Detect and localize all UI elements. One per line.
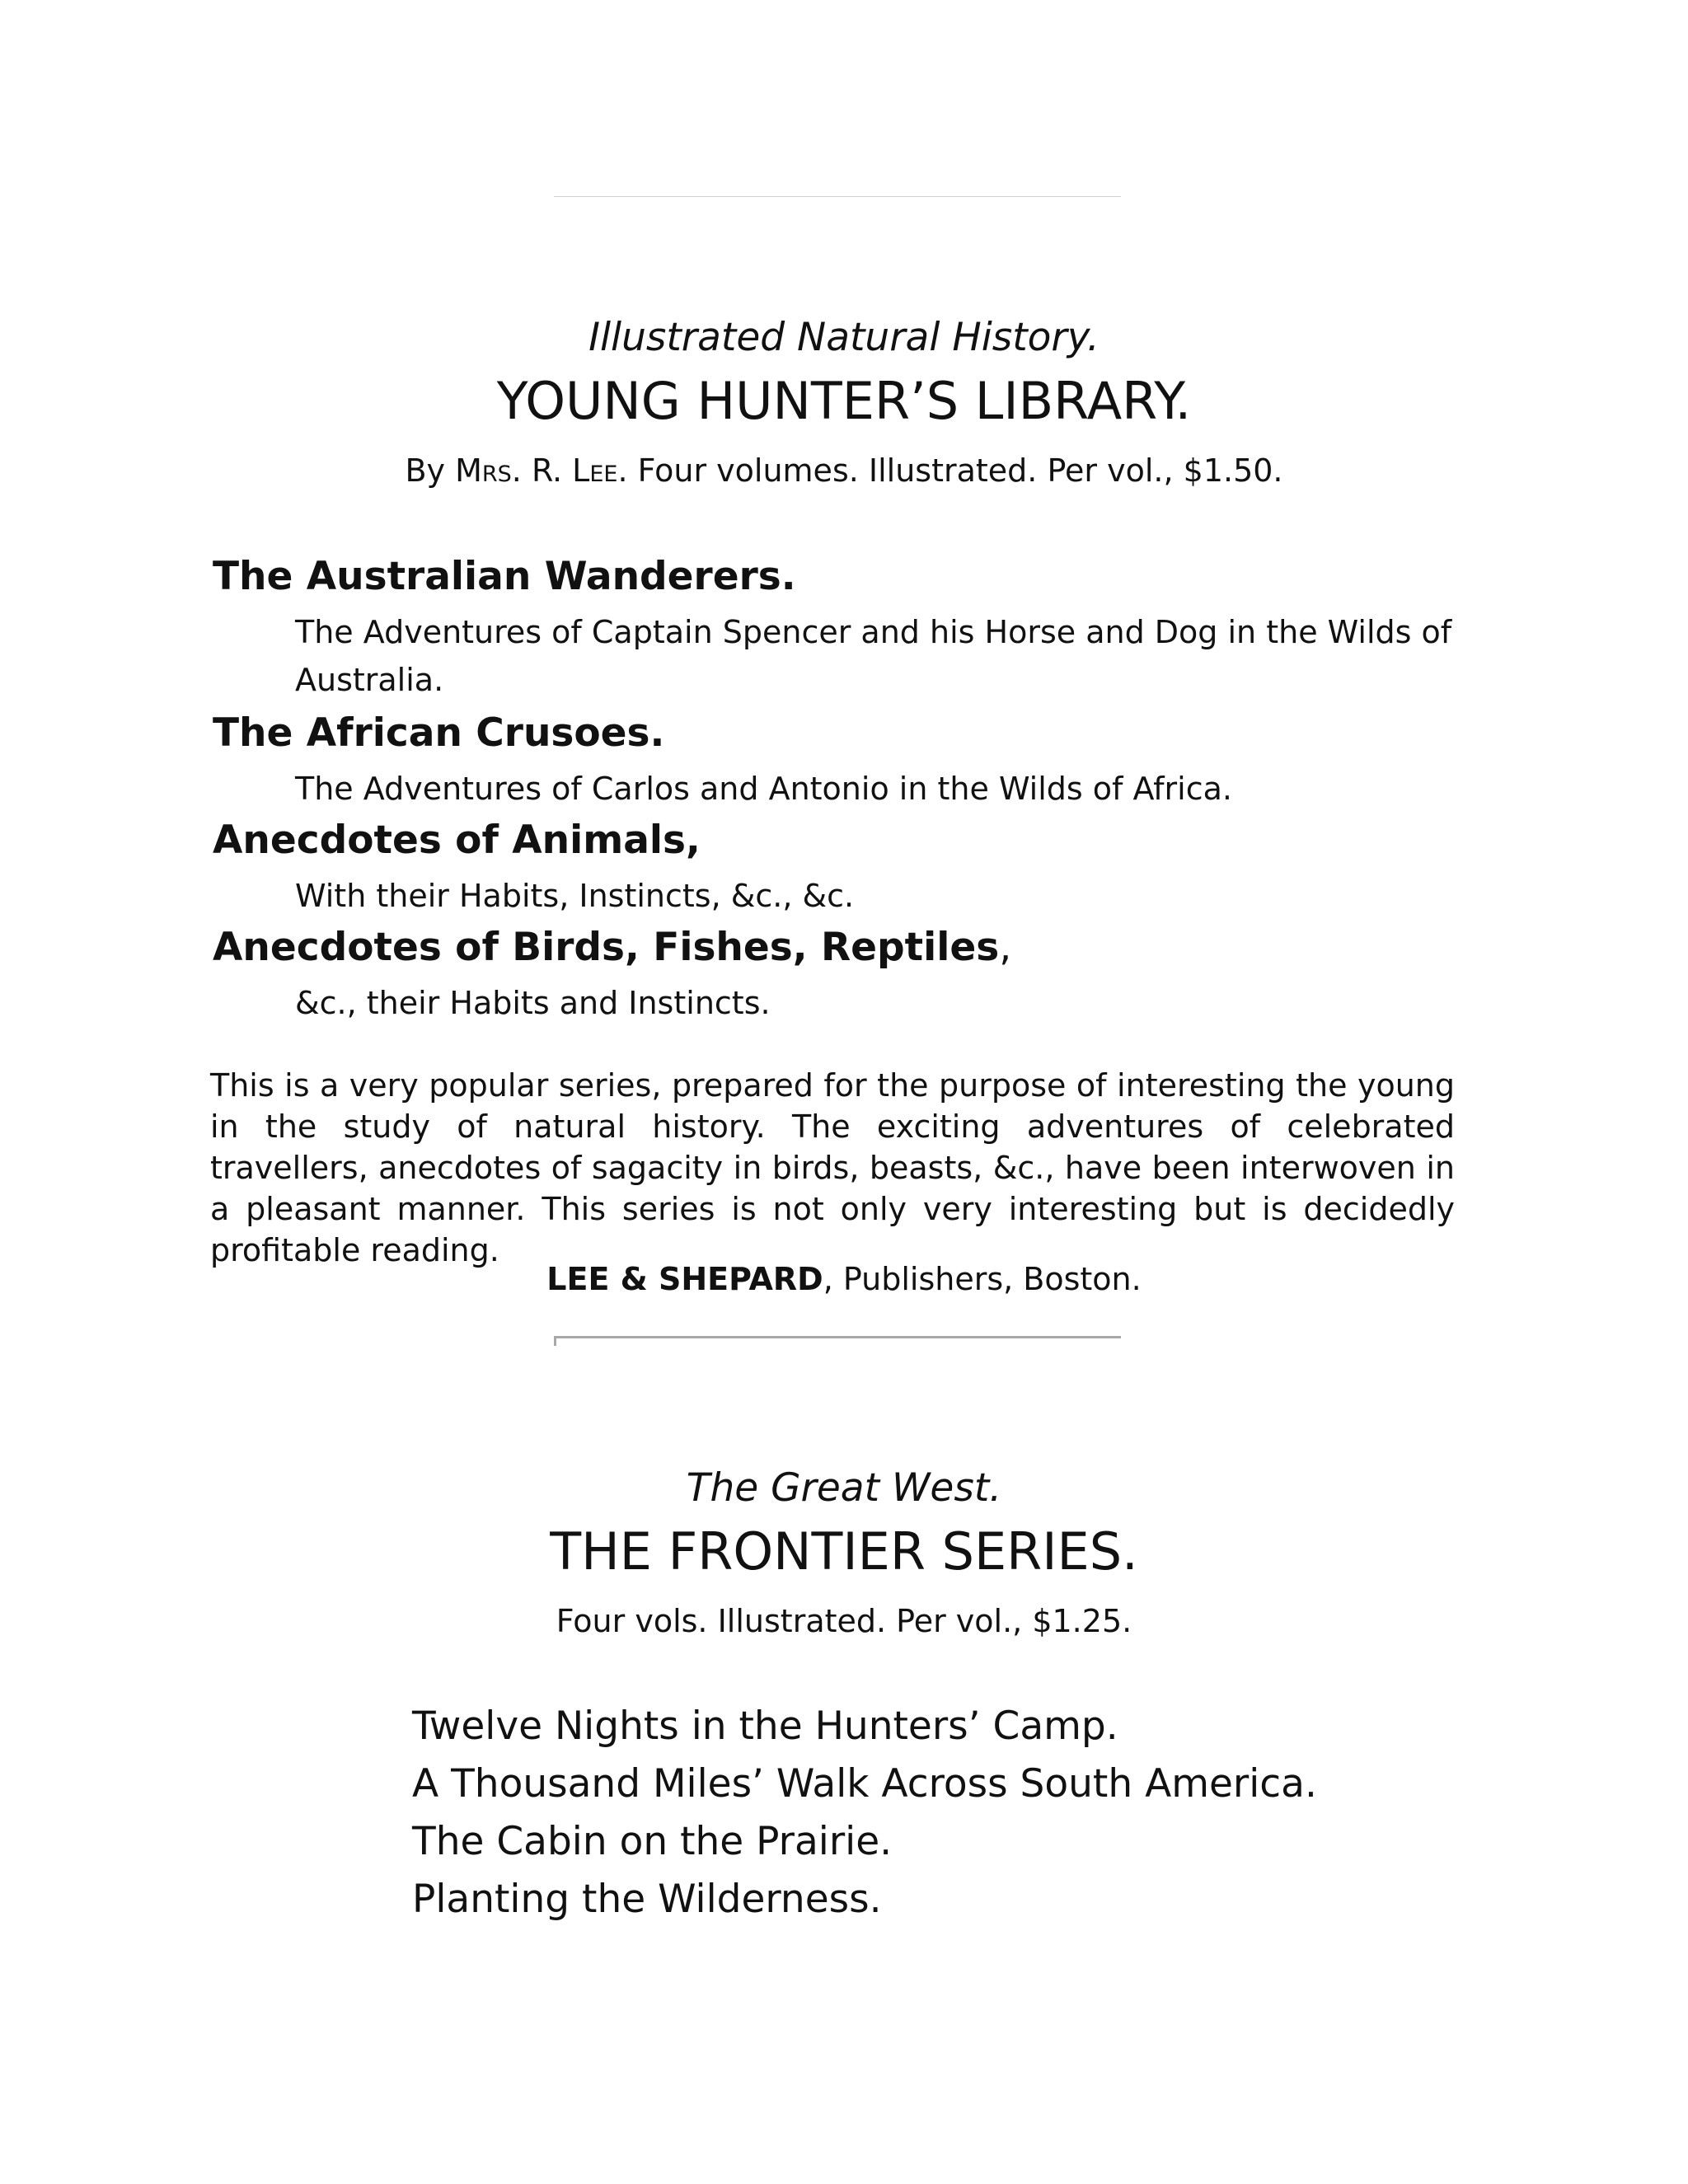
frontier-book-twelve-nights: Twelve Nights in the Hunters’ Camp. [412, 1704, 1118, 1749]
section2-title: THE FRONTIER SERIES. [550, 1521, 1138, 1582]
book-title-anecdotes-birds-comma: , [999, 925, 1012, 970]
section1-byline [0, 452, 1688, 489]
book-title-african-crusoes: The African Crusoes. [213, 710, 665, 756]
frontier-book-thousand-miles: A Thousand Miles’ Walk Across South America. [412, 1761, 1317, 1807]
publisher-line [0, 1261, 1688, 1297]
book-desc-anecdotes-animals: With their Habits, Instincts, &c., &c. [295, 878, 855, 914]
byline-prefix: By [405, 452, 456, 489]
publisher-rest: , Publishers, Boston. [823, 1261, 1142, 1297]
series-blurb: This is a very popular series, prepared for the purpose of interesting the young in the study of natural history. The exciting adventures of celebrated travellers, anecdotes of sagacity in birds, beasts, &c., have been interwoven in a pleasant manner. This series is not only very interesting but is decidedly profitable reading. [210, 1067, 1455, 1268]
book-title-anecdotes-birds-text: Anecdotes of Birds, Fishes, Reptiles [213, 925, 1000, 970]
section1-title: YOUNG HUNTER’S LIBRARY. [496, 371, 1192, 431]
byline-author: Mrs. R. Lee [455, 452, 618, 489]
section-divider [554, 1336, 1121, 1338]
book-title-anecdotes-birds [213, 925, 1011, 970]
book-desc-australian-wanderers: The Adventures of Captain Spencer and his Horse and Dog in the Wilds of Australia. [295, 614, 1452, 698]
top-divider [554, 196, 1121, 197]
section2-byline: Four vols. Illustrated. Per vol., $1.25. [556, 1603, 1132, 1639]
book-desc-african-crusoes: The Adventures of Carlos and Antonio in the Wilds of Africa. [295, 771, 1232, 807]
publisher-name: LEE & SHEPARD [546, 1261, 823, 1297]
book-title-anecdotes-animals: Anecdotes of Animals, [213, 818, 701, 863]
frontier-book-list [412, 1698, 1317, 1929]
section1-kicker: Illustrated Natural History. [588, 315, 1100, 360]
frontier-book-cabin-prairie: The Cabin on the Prairie. [412, 1819, 893, 1864]
frontier-book-planting-wilderness: Planting the Wilderness. [412, 1877, 882, 1922]
section2-kicker: The Great West. [686, 1465, 1002, 1511]
byline-suffix: . Four volumes. Illustrated. Per vol., $1.50. [617, 452, 1283, 489]
book-desc-anecdotes-birds: &c., their Habits and Instincts. [295, 985, 771, 1021]
book-title-australian-wanderers: The Australian Wanderers. [213, 554, 796, 599]
